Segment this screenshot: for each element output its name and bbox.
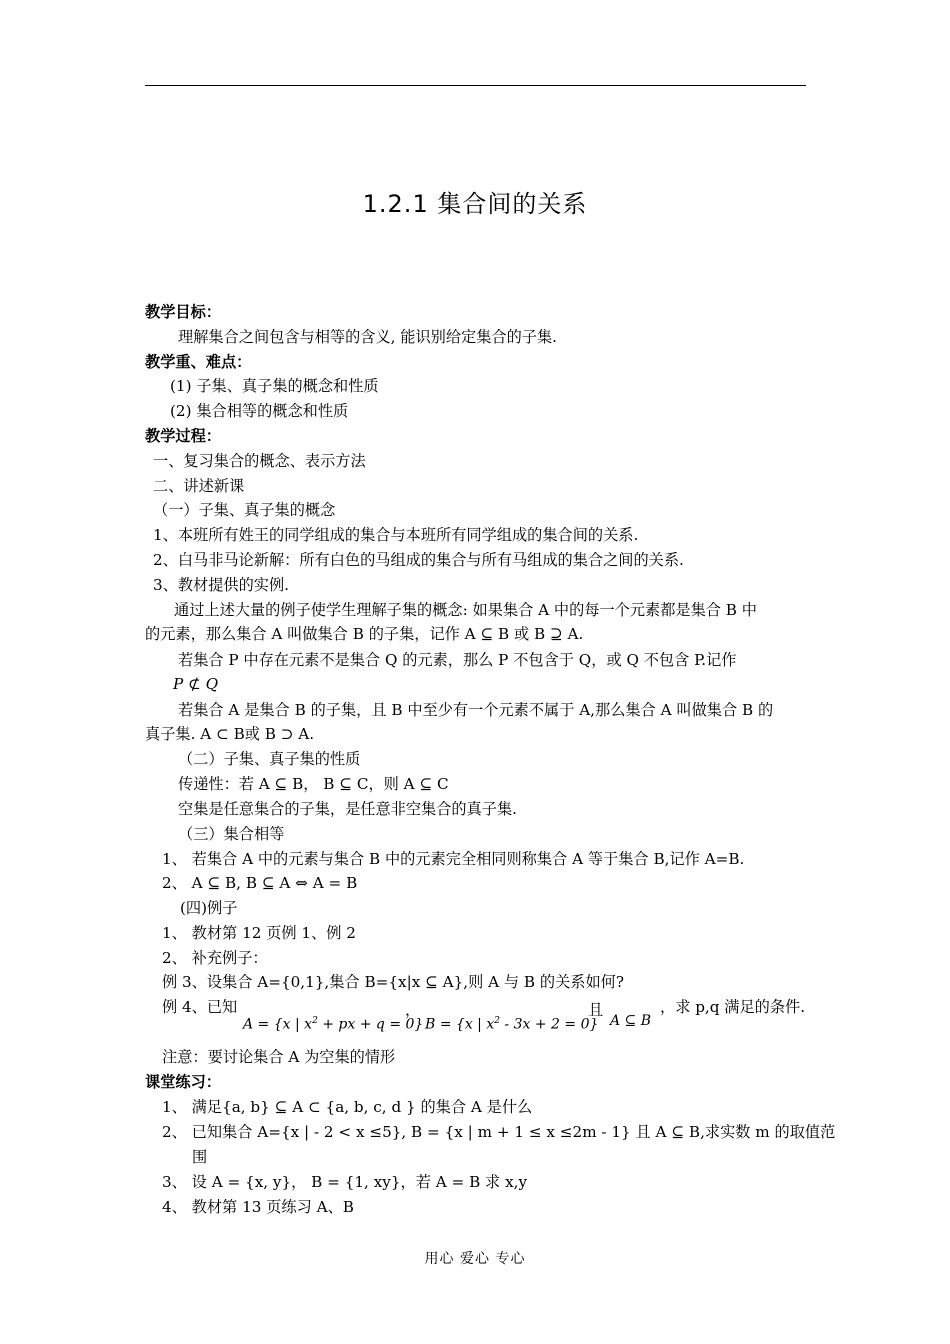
examples-item-2: 2、 补充例子： [162,949,268,967]
subset-definition-line2: 的元素，那么集合 A 叫做集合 B 的子集，记作 A ⊆ B 或 B ⊇ A. [145,625,584,643]
not-subset-formula: P ⊄ Q [173,675,219,693]
practice-item-4: 4、 教材第 13 页练习 A、B [162,1198,354,1216]
example-4-question: ，求 p,q 满足的条件. [660,998,806,1016]
not-subset-text: 若集合 P 中存在元素不是集合 Q 的元素，那么 P 不包含于 Q，或 Q 不包含 P.记作 [178,651,737,669]
example-4-subset: A ⊆ B [610,1013,652,1029]
practice-item-3: 3、 设 A = {x, y}， B = {1, xy}，若 A = B 求 x,y [162,1173,528,1191]
subsection-subset-concept: （一）子集、真子集的概念 [153,501,336,519]
proper-subset-line2: 真子集. A ⊂ B或 B ⊃ A. [145,725,315,743]
example-4-label: 例 4、已知 [162,998,238,1016]
key-point-1: (1) 子集、真子集的概念和性质 [170,377,379,395]
empty-set-text: 空集是任意集合的子集，是任意非空集合的真子集. [178,800,517,818]
example-3: 例 3、设集合 A={0,1},集合 B={x|x ⊆ A},则 A 与 B 的关系如何? [162,973,624,991]
subsection-subset-properties: （二）子集、真子集的性质 [178,750,361,768]
example-4-set-b: B = {x | $x^2 - 3x + 2 = 0$} [425,1016,599,1033]
subsection-examples: (四)例子 [180,899,238,917]
example-4-set-a: A = {x | $x^2$ + px + q = 0} [243,1016,424,1033]
transitivity-text: 传递性：若 A ⊆ B， B ⊆ C，则 A ⊆ C [178,775,449,793]
example-item-2: 2、白马非马论新解：所有白色的马组成的集合与所有马组成的集合之间的关系. [153,551,684,569]
example-4-and: 且 [588,1001,604,1019]
proper-subset-line1: 若集合 A 是集合 B 的子集，且 B 中至少有一个元素不属于 A,那么集合 A 叫做集合 B 的 [178,701,774,719]
example-4-comma: ， [405,1001,421,1019]
key-point-2: (2) 集合相等的概念和性质 [170,402,349,420]
practice-item-2: 2、 已知集合 A={x | - 2 < x ≤5}, B = {x | m + 1 ≤ x ≤2m - 1} 且 A ⊆ B,求实数 m 的取值范 [162,1123,836,1141]
heading-objectives: 教学目标： [145,303,221,321]
example-item-1: 1、本班所有姓王的同学组成的集合与本班所有同学组成的集合间的关系. [153,526,639,544]
page-footer: 用心 爱心 专心 [424,1251,526,1267]
heading-key-points: 教学重、难点： [145,353,252,371]
equality-item-2: 2、 A ⊆ B, B ⊆ A ⇔ A = B [162,874,358,892]
section-review: 一、复习集合的概念、表示方法 [153,452,366,470]
subsection-set-equality: （三）集合相等 [178,825,285,843]
example-item-3: 3、教材提供的实例. [153,576,289,594]
examples-item-1: 1、 教材第 12 页例 1、例 2 [162,924,356,942]
page-title: 1.2.1 集合间的关系 [362,190,588,218]
header-rule [145,85,806,86]
heading-practice: 课堂练习： [145,1073,221,1091]
practice-item-1: 1、 满足{a, b} ⊆ A ⊂ {a, b, c, d } 的集合 A 是什么 [162,1098,533,1116]
subset-definition-line1: 通过上述大量的例子使学生理解子集的概念: 如果集合 A 中的每一个元素都是集合 B 中 [174,601,757,619]
heading-process: 教学过程： [145,427,221,445]
objective-text: 理解集合之间包含与相等的含义, 能识别给定集合的子集. [178,328,557,346]
note-empty-set: 注意：要讨论集合 A 为空集的情形 [162,1048,396,1066]
practice-item-2-cont: 围 [192,1148,208,1166]
section-new-lesson: 二、讲述新课 [153,477,245,495]
equality-item-1: 1、 若集合 A 中的元素与集合 B 中的元素完全相同则称集合 A 等于集合 B,记作 A=B. [162,850,745,868]
